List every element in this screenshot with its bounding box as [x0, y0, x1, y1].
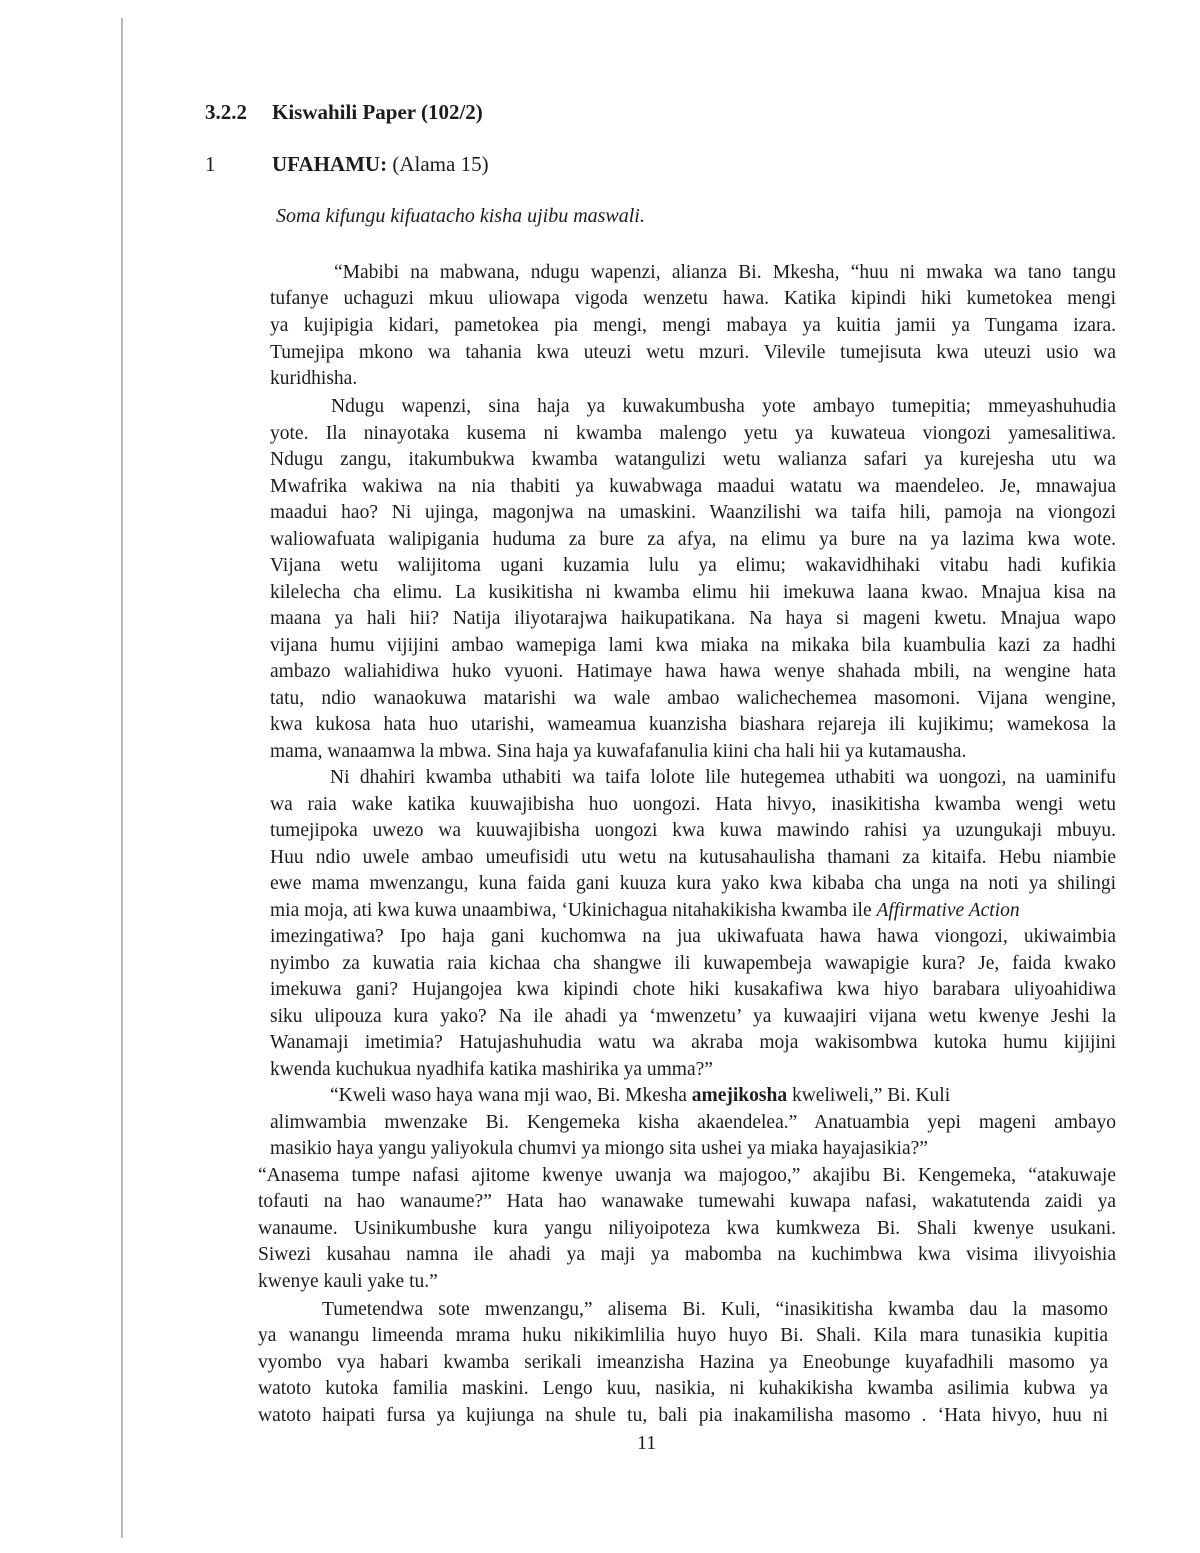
passage-line: “Anasema tumpe nafasi ajitome kwenye uwanja wa majogoo,” akajibu Bi. Kengemeka, “atakuwaje — [258, 1165, 1116, 1186]
passage-line: nyimbo za kuwatia raia kichaa cha shangwe ili kuwapembeja wawapigie kura? Je, faida kwako — [270, 953, 1116, 974]
passage-line: tumejipoka uwezo wa kuuwajibisha uongozi kwa kuwa mawindo rahisi ya uzungukaji mbuyu. — [270, 820, 1116, 841]
passage-bold: amejikosha — [691, 1085, 788, 1106]
question-title: UFAHAMU: — [272, 152, 388, 176]
passage-line: vijana humu vijijini ambao wamepiga lami kwa miaka na mikaka bila kuambulia kazi za hadhi — [270, 635, 1116, 656]
passage-line: siku ulipouza kura yako? Na ile ahadi ya ‘mwenzetu’ ya kuwaajiri vijana wetu kwenye Jeshi la — [270, 1006, 1116, 1027]
passage-emphasis: Affirmative Action — [876, 900, 1020, 921]
passage-line: waliowafuata walipigania huduma za bure za afya, na elimu ya bure na ya lazima kwa wote. — [270, 529, 1116, 550]
page-number: 11 — [637, 1432, 657, 1454]
passage-line: Siwezi kusahau namna ile ahadi ya maji ya mabomba na kuchimbwa kwa visima ilivyoishia — [258, 1244, 1116, 1265]
passage-text: mia moja, ati kwa kuwa unaambiwa, ‘Ukinichagua nitahakikisha kwamba ile — [270, 900, 877, 921]
passage-line: masikio haya yangu yaliyokula chumvi ya miongo sita ushei ya miaka hayajasikia?” — [270, 1138, 928, 1159]
margin-rule — [121, 18, 123, 1538]
passage-line: kwa kukosa hata huo utarishi, wameamua kuanzisha biashara rejareja ili kujikimu; wamekosa la — [270, 714, 1116, 735]
question-marks: (Alama 15) — [392, 152, 489, 176]
passage-line: Tumejipa mkono wa tahania kwa uteuzi wetu mzuri. Vilevile tumejisuta kwa uteuzi usio wa — [270, 342, 1116, 363]
passage-line: imezingatiwa? Ipo haja gani kuchomwa na jua ukiwafuata hawa hawa viongozi, ukiwaimbia — [270, 926, 1116, 947]
section-title: Kiswahili Paper (102/2) — [272, 100, 483, 124]
passage-line: “Mabibi na mabwana, ndugu wapenzi, alianza Bi. Mkesha, “huu ni mwaka wa tano tangu — [334, 262, 1116, 283]
passage-line: Ndugu wapenzi, sina haja ya kuwakumbusha yote ambayo tumepitia; mmeyashuhudia — [331, 396, 1116, 417]
passage-line: maadui hao? Ni ujinga, magonjwa na umaskini. Waanzilishi wa taifa hili, pamoja na viongozi — [270, 502, 1116, 523]
passage-line: ewe mama mwenzangu, kuna faida gani kuuza kura yako kwa kibaba cha unga na noti ya shilingi — [270, 873, 1116, 894]
passage-line: wa raia wake katika kuuwajibisha huo uongozi. Hata hivyo, inasikitisha kwamba wengi wetu — [270, 794, 1116, 815]
passage-line: watoto haipati fursa ya kujiunga na shule tu, bali pia inakamilisha masomo . ‘Hata hivyo, huu ni — [258, 1405, 1108, 1426]
passage-line: kilelecha cha elimu. La kusikitisha ni kwamba elimu hii imekuwa laana kwao. Mnajua kisa na — [270, 582, 1116, 603]
section-number: 3.2.2 — [205, 100, 247, 124]
passage-line: yote. Ila ninayotaka kusema ni kwamba malengo yetu ya kuwateua viongozi yamesalitiwa. — [270, 423, 1116, 444]
passage-line: kuridhisha. — [270, 368, 358, 389]
passage-line: Vijana wetu walijitoma ugani kuzamia lulu ya elimu; wakavidhihaki vitabu hadi kufikia — [270, 555, 1116, 576]
question-number: 1 — [205, 152, 216, 176]
passage-line: imekuwa gani? Hujangojea kwa kipindi chote hiki kusakafiwa kwa hiyo barabara uliyoahidiwa — [270, 979, 1116, 1000]
passage-text: “Kweli waso haya wana mji wao, Bi. Mkesha — [330, 1085, 692, 1106]
question-instruction: Soma kifungu kifuatacho kisha ujibu maswali. — [276, 205, 645, 227]
passage-line: Huu ndio uwele ambao umeufisidi utu wetu na kutusahaulisha thamani za kitaifa. Hebu niambie — [270, 847, 1116, 868]
passage-line: kwenye kauli yake tu.” — [258, 1271, 438, 1292]
passage-line: tofauti na hao wanaume?” Hata hao wanawake tumewahi kuwapa nafasi, wakatutenda zaidi ya — [258, 1191, 1116, 1212]
passage-line: Mwafrika wakiwa na nia thabiti ya kuwabwaga maadui watatu wa maendeleo. Je, mnawajua — [270, 476, 1116, 497]
passage-line — [270, 898, 1020, 924]
passage-line: Ni dhahiri kwamba uthabiti wa taifa lolote lile hutegemea uthabiti wa uongozi, na uaminifu — [330, 767, 1116, 788]
passage-line: kwenda kuchukua nyadhifa katika mashirika ya umma?” — [270, 1059, 713, 1080]
passage-line: ya wanangu limeenda mrama huku nikikimlilia huyo huyo Bi. Shali. Kila mara tunasikia kupitia — [258, 1325, 1108, 1346]
passage-line: ya kujipigia kidari, pametokea pia mengi, mengi mabaya ya kuitia jamii ya Tungama izara. — [270, 315, 1116, 336]
question-heading — [272, 152, 489, 177]
passage-line: alimwambia mwenzake Bi. Kengemeka kisha akaendelea.” Anatuambia yepi mageni ambayo — [270, 1112, 1116, 1133]
passage-line — [330, 1083, 1116, 1109]
passage-line: maana ya hali hii? Natija iliyotarajwa haikupatikana. Na haya si mageni kwetu. Mnajua wapo — [270, 608, 1116, 629]
passage-line: tatu, ndio wanaokuwa matarishi wa wale ambao walichechemea masomoni. Vijana wengine, — [270, 688, 1116, 709]
passage-line: vyombo vya habari kwamba serikali imeanzisha Hazina ya Eneobunge kuyafadhili masomo ya — [258, 1352, 1108, 1373]
passage-line: watoto kutoka familia maskini. Lengo kuu, nasikia, ni kuhakikisha kwamba asilimia kubwa ya — [258, 1378, 1108, 1399]
passage-line: ambazo waliahidiwa huko vyuoni. Hatimaye hawa hawa wenye shahada mbili, na wengine hata — [270, 661, 1116, 682]
passage-line: mama, wanaamwa la mbwa. Sina haja ya kuwafafanulia kiini cha hali hii ya kutamausha. — [270, 741, 967, 762]
passage-line: Tumetendwa sote mwenzangu,” alisema Bi. Kuli, “inasikitisha kwamba dau la masomo — [322, 1299, 1108, 1320]
passage-line: Wanamaji imetimia? Hatujashuhudia watu wa akraba moja wakisombwa kutoka humu kijijini — [270, 1032, 1116, 1053]
passage-text: kweliweli,” Bi. Kuli — [787, 1085, 951, 1106]
passage-line: wanaume. Usinikumbushe kura yangu niliyoipoteza kwa kumkweza Bi. Shali kwenye usukani. — [258, 1218, 1116, 1239]
passage-line: tufanye uchaguzi mkuu uliowapa vigoda wenzetu hawa. Katika kipindi hiki kumetokea mengi — [270, 288, 1116, 309]
passage-line: Ndugu zangu, itakumbukwa kwamba watangulizi wetu walianza safari ya kurejesha utu wa — [270, 449, 1116, 470]
